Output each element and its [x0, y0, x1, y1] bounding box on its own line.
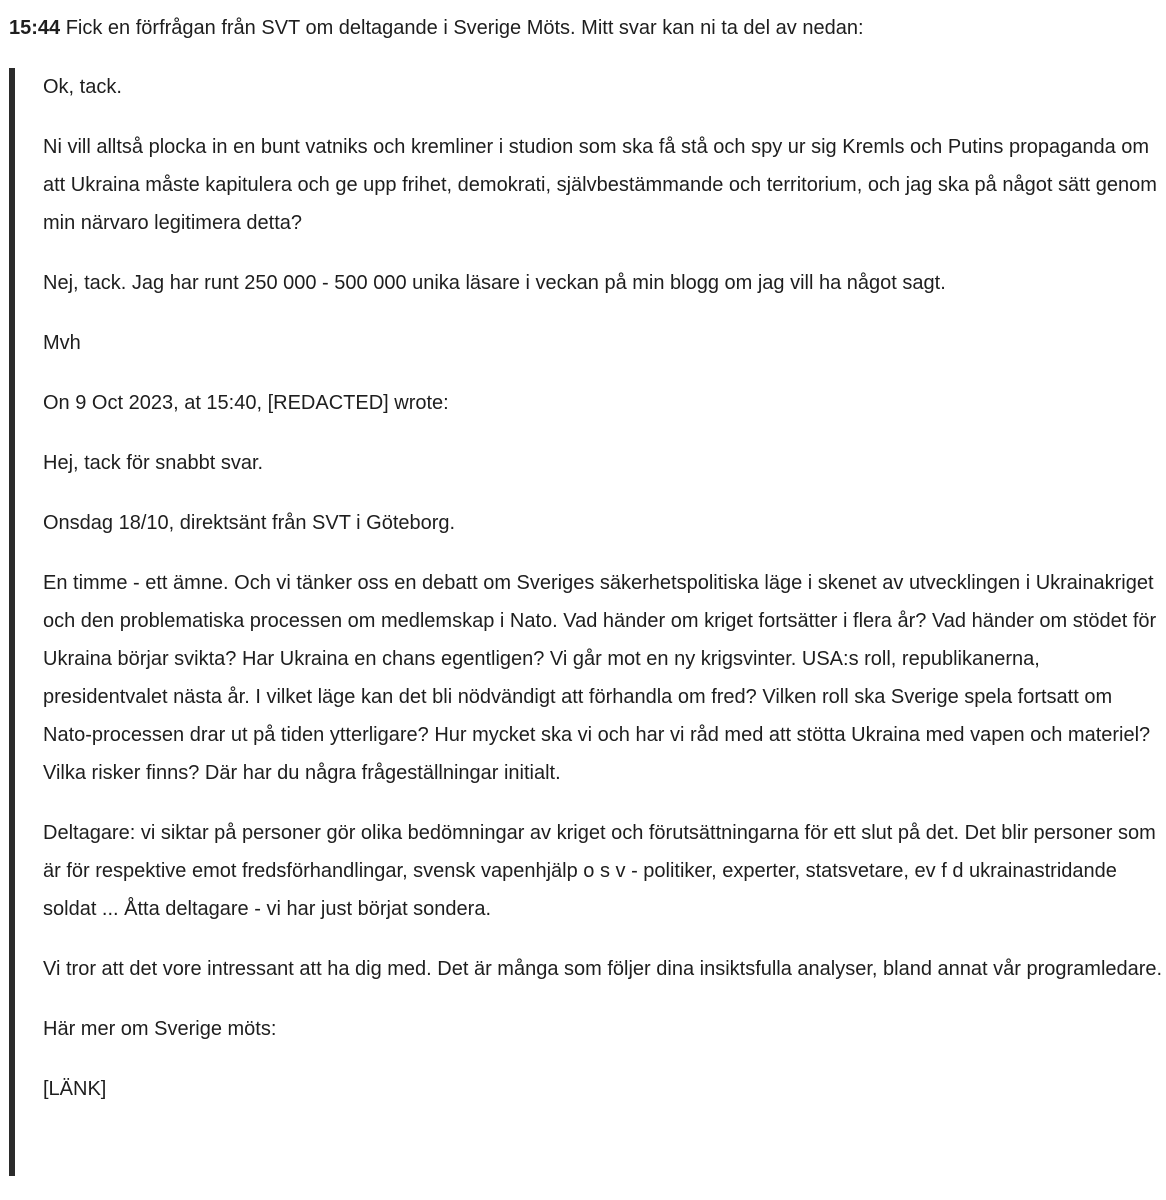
quote-paragraph-participants: Deltagare: vi siktar på personer gör olika bedömningar av kriget och förutsättningarna för ett slut på det. Det blir personer som är för respektive emot fredsförhandlingar, svensk vapenhjälp o s v - politiker, experter, statsvetare, ev f d ukrainastridande soldat ... Åtta deltagare - vi har just börjat sondera. [43, 822, 1156, 920]
quote-paragraph-reply-decline: Nej, tack. Jag har runt 250 000 - 500 000 unika läsare i veckan på min blogg om jag vill ha något sagt. [43, 272, 946, 294]
email-blockquote [9, 68, 1166, 1176]
post-time: 15:44 [9, 17, 61, 39]
quote-paragraph-link: [LÄNK] [43, 1078, 107, 1100]
quote-paragraph-reply-opening: Ok, tack. [43, 76, 122, 98]
quote-paragraph-more-info: Här mer om Sverige möts: [43, 1018, 277, 1040]
quote-paragraph-invitation: Vi tror att det vore intressant att ha dig med. Det är många som följer dina insiktsfulla analyser, bland annat vår programledare. [43, 958, 1163, 980]
quote-paragraph-date: Onsdag 18/10, direktsänt från SVT i Göteborg. [43, 512, 456, 534]
quote-paragraph-greeting: Hej, tack för snabbt svar. [43, 452, 264, 474]
post-intro-text: Fick en förfrågan från SVT om deltagande i Sverige Möts. Mitt svar kan ni ta del av nedan: [60, 17, 864, 39]
quote-paragraph-email-header: On 9 Oct 2023, at 15:40, [REDACTED] wrote: [43, 392, 449, 414]
quote-paragraph-signoff: Mvh [43, 332, 81, 354]
post-intro [9, 9, 864, 47]
quote-paragraph-reply-question: Ni vill alltså plocka in en bunt vatniks och kremliner i studion som ska få stå och spy ur sig Kremls och Putins propaganda om att Ukraina måste kapitulera och ge upp frihet, demokrati, självbestämmande och territorium, och jag ska på något sätt genom min närvaro legitimera detta? [43, 136, 1157, 234]
quote-paragraph-topic: En timme - ett ämne. Och vi tänker oss en debatt om Sveriges säkerhetspolitiska läge i skenet av utvecklingen i Ukrainakriget och den problematiska processen om medlemskap i Nato. Vad händer om kriget fortsätter i flera år? Vad händer om stödet för Ukraina börjar svikta? Har Ukraina en chans egentligen? Vi går mot en ny krigsvinter. USA:s roll, republikanerna, presidentvalet nästa år. I vilket läge kan det bli nödvändigt att förhandla om fred? Vilken roll ska Sverige spela fortsatt om Nato-processen drar ut på tiden ytterligare? Hur mycket ska vi och har vi råd med att stötta Ukraina med vapen och materiel? Vilka risker finns? Där har du några frågeställningar initialt. [43, 572, 1157, 784]
